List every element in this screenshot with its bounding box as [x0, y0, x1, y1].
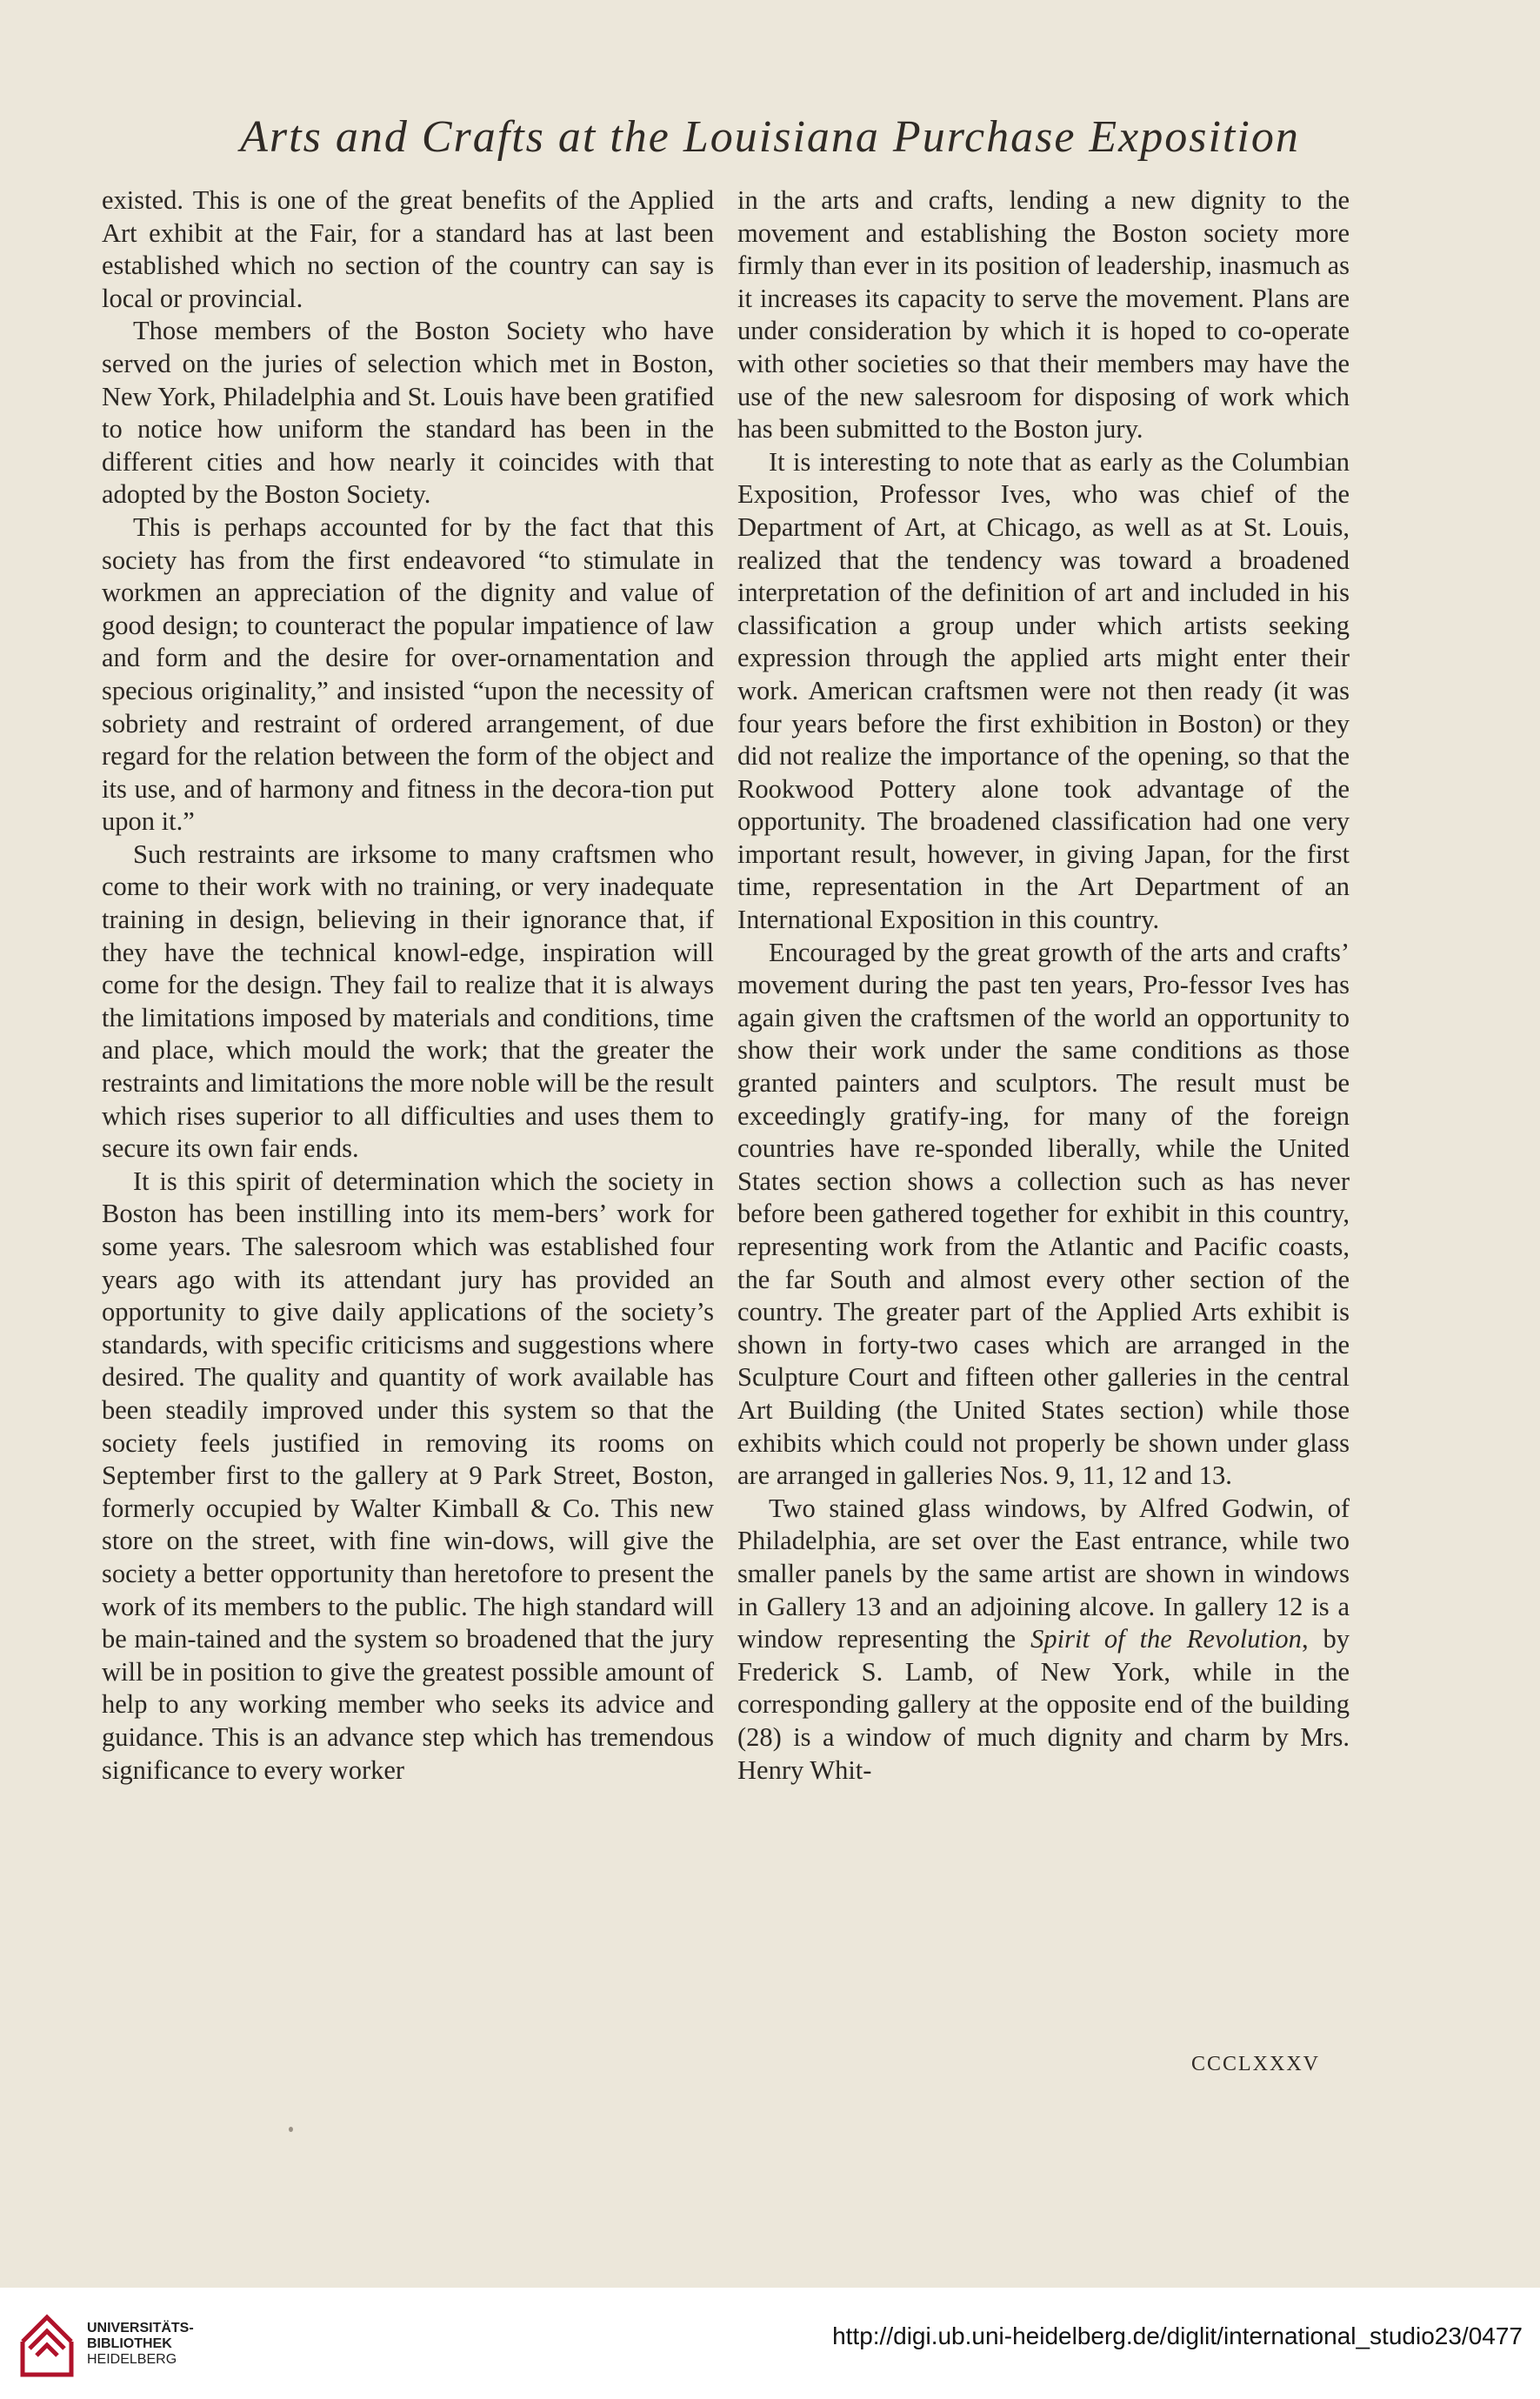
ub-heidelberg-logo-icon	[17, 2307, 78, 2380]
paragraph: Such restraints are irksome to many craftsmen who come to their work with no training, or very inadequate training in design, believing in their ignorance that, if they have the technical knowl-edge, inspiration will come for the design. They fail to realize that it is always the limitations imposed by materials and conditions, time and place, which mould the work; that the greater the restraints and limitations the more noble will be the result which rises superior to all difficulties and uses them to secure its own fair ends.	[102, 839, 714, 1164]
source-url-link[interactable]: http://digi.ub.uni-heidelberg.de/diglit/international_studio23/0477	[832, 2322, 1523, 2349]
paragraph: This is perhaps accounted for by the fact that this society has from the first endeavored “to stimulate in workmen an appreciation of the dignity and value of good design; to counteract the popular impatience of law and form and the desire for over-ornamentation and specious originality,” and insisted “upon the necessity of sobriety and restraint of ordered arrangement, of due regard for the relation between the form of the object and its use, and of harmony and fitness in the decora-tion put upon it.”	[102, 511, 714, 837]
running-head: Arts and Crafts at the Louisiana Purchase Exposition	[240, 112, 1300, 162]
digitization-footer	[0, 2288, 1540, 2399]
paragraph-text: Two stained glass windows, by Alfred Godwin, of Philadelphia, are set over the East entrance, while two smaller panels by the same artist are shown in windows in Gallery 13 and an adjoining alcove. In gallery 12 is a window representing the	[737, 1493, 1350, 1654]
library-name-line: HEIDELBERG	[87, 2352, 177, 2367]
paragraph: existed. This is one of the great benefits of the Applied Art exhibit at the Fair, for a standard has at last been established which no section of the country can say is local or provincial.	[102, 185, 714, 313]
paragraph: Encouraged by the great growth of the arts and crafts’ movement during the past ten years, Pro-fessor Ives has again given the craftsmen of the world an opportunity to show their work under the same conditions as those granted painters and sculptors. The result must be exceedingly gratify-ing, for many of the foreign countries have re-sponded liberally, while the United States section shows a collection such as has never before been gathered together for exhibit in this country, representing work from the Atlantic and Pacific coasts, the far South and almost every other section of the country. The greater part of the Applied Arts exhibit is shown in forty-two cases which are arranged in the Sculpture Court and fifteen other galleries in the central Art Building (the United States section) while those exhibits which could not properly be shown under glass are arranged in galleries Nos. 9, 11, 12 and 13.	[737, 937, 1350, 1491]
paragraph: It is this spirit of determination which the society in Boston has been instilling into its mem-bers’ work for some years. The salesroom which was established four years ago with its attendant jury has provided an opportunity to give daily applications of the society’s standards, with specific criticisms and suggestions where desired. The quality and quantity of work available has been steadily improved under this system so that the society feels justified in removing its rooms on September first to the gallery at 9 Park Street, Boston, formerly occupied by Walter Kimball & Co. This new store on the street, with fine win-dows, will give the society a better opportunity than heretofore to present the work of its members to the public. The high standard will be main-tained and the system so broadened that the jury will be in position to give the greatest possible amount of help to any working member who seeks its advice and guidance. This is an advance step which has tremendous significance to every worker	[102, 1166, 714, 1785]
library-name-line: BIBLIOTHEK	[87, 2336, 172, 2351]
paragraph: Those members of the Boston Society who have served on the juries of selection which met in Boston, New York, Philadelphia and St. Louis have been gratified to notice how uniform the standard has been in the different cities and how nearly it coincides with that adopted by the Boston Society.	[102, 316, 714, 510]
paragraph-text: , by Frederick S. Lamb, of New York, while in the corresponding gallery at the opposite end of the building (28) is a window of much dignity and charm by Mrs. Henry Whit-	[737, 1624, 1350, 1785]
artwork-title: Spirit of the Revolution	[1030, 1624, 1302, 1654]
library-name	[87, 2321, 194, 2368]
paragraph: in the arts and crafts, lending a new dignity to the movement and establishing the Boston society more firmly than ever in its position of leadership, inasmuch as it increases its capacity to serve the movement. Plans are under consideration by which it is hoped to co-operate with other societies so that their members may have the use of the new salesroom for disposing of work which has been submitted to the Boston jury.	[737, 185, 1350, 444]
left-column	[102, 184, 714, 1787]
paragraph: It is interesting to note that as early as the Columbian Exposition, Professor Ives, who was chief of the Department of Art, at Chicago, as well as at St. Louis, realized that the tendency was toward a broadened interpretation of the definition of art and included in his classification a group under which artists seeking expression through the applied arts might enter their work. American craftsmen were not then ready (it was four years before the first exhibition in Boston) or they did not realize the importance of the opening, so that the Rookwood Pottery alone took advantage of the opportunity. The broadened classification had one very important result, however, in giving Japan, for the first time, representation in the Art Department of an International Exposition in this country.	[737, 446, 1350, 935]
paper-speck	[289, 2127, 293, 2132]
library-name-line: UNIVERSITÄTS-	[87, 2321, 194, 2336]
page-number: CCCLXXXV	[1190, 2053, 1320, 2075]
paragraph	[737, 1493, 1350, 1787]
right-column	[737, 184, 1350, 1787]
